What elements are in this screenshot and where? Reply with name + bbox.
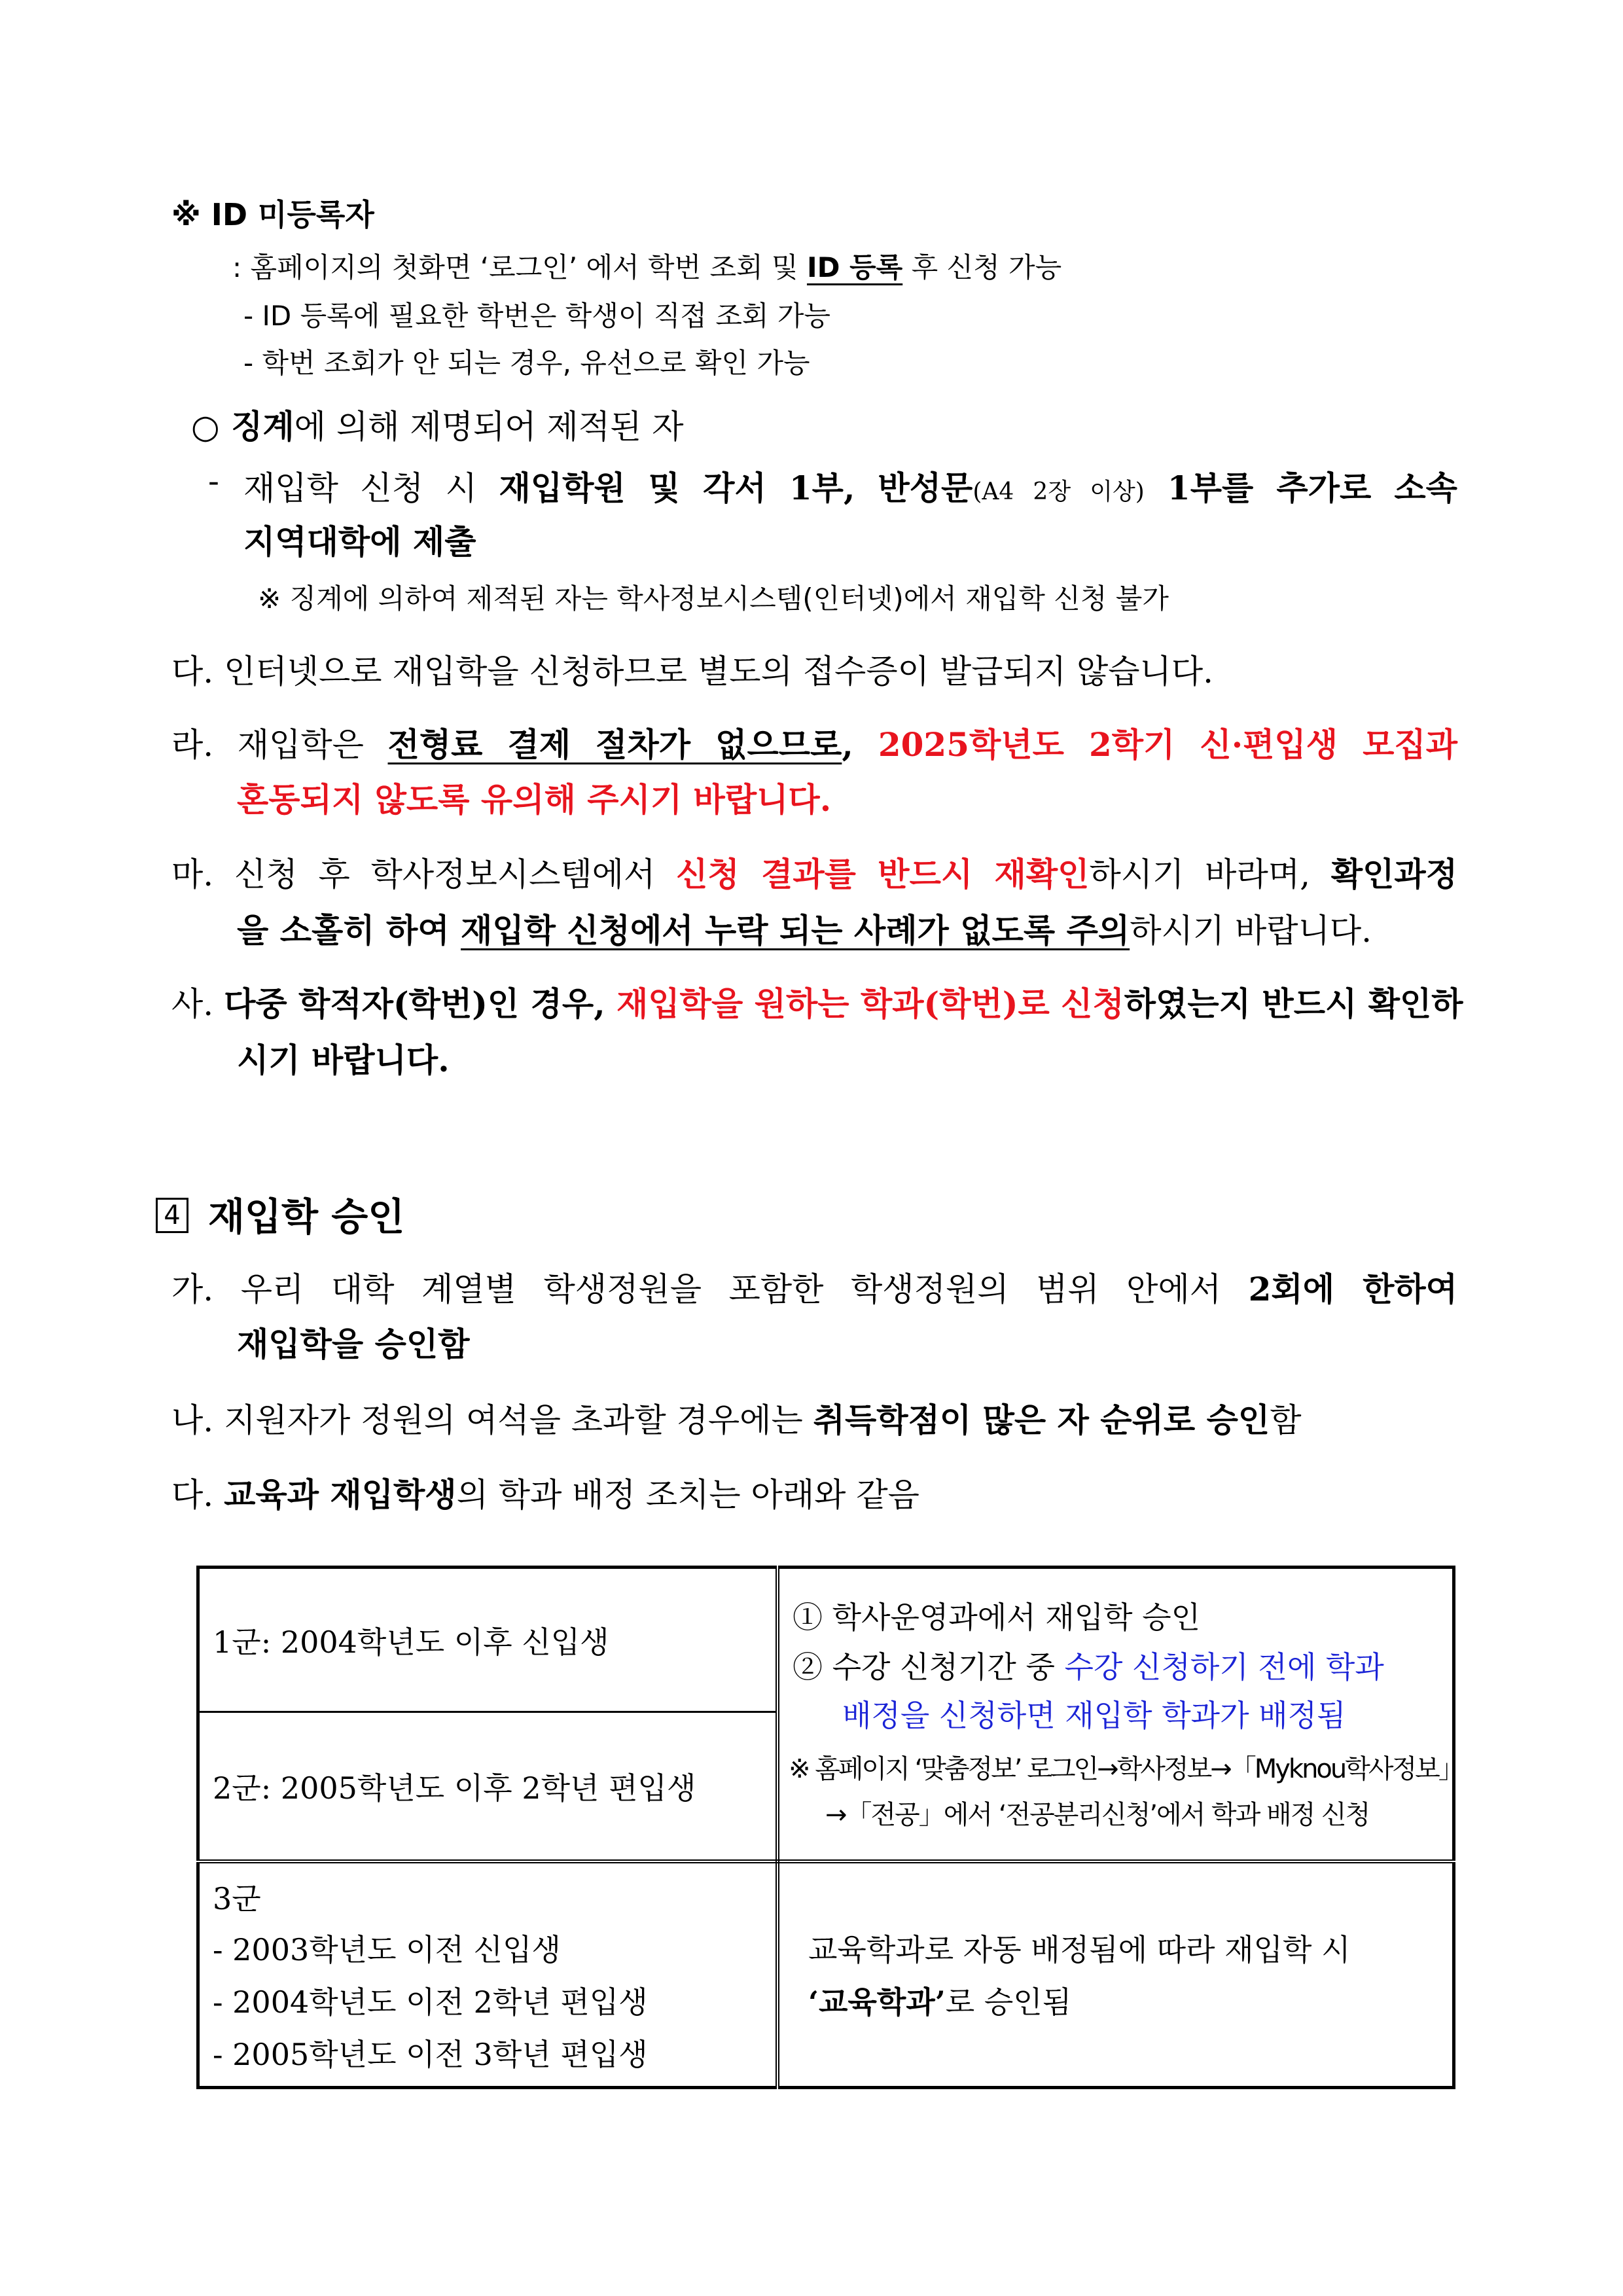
item-da: 다. 인터넷으로 재입학을 신청하므로 별도의 접수증이 발급되지 않습니다.	[171, 653, 1214, 691]
item-ma-e: 을 소홀히 하여	[237, 911, 461, 950]
group3-result-line1: 교육학과로 자동 배정됨에 따라 재입학 시	[808, 1932, 1351, 1967]
discipline-bullet	[191, 401, 684, 448]
id-notice-title: ※ ID 미등록자	[171, 197, 374, 232]
discipline-keyword: 징계	[231, 407, 294, 446]
item-ma-c: 하시기 바라며,	[1089, 855, 1331, 893]
item-ma-check-process: 확인과정	[1330, 855, 1458, 893]
item-sa-a: 다중 학적자(학번)인 경우,	[224, 984, 617, 1023]
item-ma-label: 마.	[171, 855, 235, 893]
id-notice-line3: - 학번 조회가 안 되는 경우, 유선으로 확인 가능	[243, 347, 810, 379]
section4-heading	[156, 1186, 404, 1241]
group1-cell	[200, 1569, 776, 1713]
dept-assignment-table	[196, 1566, 1463, 2089]
id-register-emphasis: ID 등록	[806, 251, 903, 283]
group3-item: - 2005학년도 이전 3학년 편입생	[213, 2037, 648, 2072]
section-number-box: 4	[156, 1198, 188, 1233]
approval-ga-a: 우리 대학 계열별 학생정원을 포함한 학생정원의 범위 안에서	[240, 1270, 1249, 1308]
id-notice-line1-a: : 홈페이지의 첫화면 ‘로그인’ 에서 학번 조회 및	[232, 251, 807, 283]
discipline-dash: -	[208, 462, 219, 500]
discipline-requirement-line2: 지역대학에 제출	[243, 522, 476, 561]
req-page-note: (A4 2장 이상)	[972, 478, 1145, 505]
req-documents: 재입학원 및 각서 1부, 반성문	[499, 469, 973, 507]
procedure-step1: ① 학사운영과에서 재입학 승인	[793, 1600, 1201, 1635]
group3-result-cell	[777, 1861, 1454, 2088]
approval-ga-label: 가.	[171, 1270, 241, 1308]
procedure-step2-a: ② 수강 신청기간 중	[793, 1649, 1065, 1685]
table-row	[198, 1861, 1454, 2088]
approval-ga-line1	[171, 1263, 1457, 1310]
table-row	[198, 1568, 1454, 1862]
item-ra-line1	[171, 719, 1457, 766]
group3-title: 3군	[213, 1881, 261, 1916]
req-submit: 1부를 추가로 소속	[1144, 469, 1457, 507]
id-notice-line1	[232, 246, 1061, 285]
approval-na	[171, 1394, 1302, 1441]
item-ra-warning: 2025학년도 2학기 신·편입생 모집과	[878, 725, 1457, 764]
group1-label: 1군: 2004학년도 이후 신입생	[213, 1624, 609, 1660]
discipline-requirement-line1	[243, 462, 1457, 509]
item-ra-line2: 혼동되지 않도록 유의해 주시기 바랍니다.	[237, 780, 832, 819]
req-a: 재입학 신청 시	[243, 469, 499, 507]
approval-na-a: 지원자가 정원의 여석을 초과할 경우에는	[224, 1401, 813, 1439]
item-ra-no-fee: 전형료 결제 절차가 없으므로	[387, 725, 842, 764]
procedure-note-line2: →「전공」에서 ‘전공분리신청’에서 학과 배정 신청	[825, 1800, 1370, 1830]
approval-ga-limit: 2회에 한하여	[1248, 1270, 1457, 1308]
item-sa-line1	[171, 978, 1463, 1025]
procedure-note-line1: ※ 홈페이지 ‘맞춤정보’ 로그인→학사정보→「Myknou학사정보」	[789, 1754, 1463, 1784]
group2-cell	[200, 1713, 776, 1859]
item-sa-c: 하였는지 반드시 확인하	[1124, 984, 1463, 1023]
item-sa-line2: 시기 바랍니다.	[237, 1041, 450, 1079]
item-sa-apply-dept: 재입학을 원하는 학과(학번)로 신청	[616, 984, 1124, 1023]
group3-result-dept: ‘교육학과’	[808, 1984, 946, 2020]
item-ra-label: 라.	[171, 726, 238, 764]
approval-na-label: 나.	[171, 1401, 224, 1439]
item-ra-comma: ,	[842, 725, 878, 764]
item-ma-g: 하시기 바랍니다.	[1130, 912, 1372, 950]
group3-result-c: 로 승인됨	[945, 1984, 1072, 2020]
item-ra-a: 재입학은	[237, 726, 388, 764]
groups-1-2-procedure-cell	[777, 1568, 1463, 1862]
procedure-step2-line2: 배정을 신청하면 재입학 학과가 배정됨	[842, 1698, 1346, 1733]
group3-result-line2	[808, 1979, 1071, 2022]
discipline-text: 에 의해 제명되어 제적된 자	[294, 408, 684, 446]
procedure-step2-b: 수강 신청하기 전에 학과	[1064, 1649, 1384, 1685]
approval-da-students: 교육과 재입학생	[224, 1475, 457, 1514]
groups-1-2-cell	[198, 1568, 778, 1862]
approval-na-c: 함	[1270, 1401, 1302, 1439]
approval-da-label: 다.	[171, 1476, 224, 1514]
item-ma-line1	[171, 848, 1457, 895]
approval-da	[171, 1469, 919, 1516]
discipline-note: ※ 징계에 의하여 제적된 자는 학사정보시스템(인터넷)에서 재입학 신청 불가	[258, 583, 1169, 615]
approval-na-priority: 취득학점이 많은 자 순위로 승인	[813, 1401, 1270, 1439]
item-ma-caution: 재입학 신청에서 누락 되는 사례가 없도록 주의	[461, 911, 1130, 950]
group3-cell	[198, 1861, 778, 2088]
section4-title: 재입학 승인	[208, 1194, 405, 1239]
group3-item: - 2004학년도 이전 2학년 편입생	[213, 1984, 648, 2020]
procedure-step2-line1	[793, 1643, 1384, 1687]
item-ma-a: 신청 후 학사정보시스템에서	[234, 855, 677, 893]
id-notice-line1-c: 후 신청 가능	[902, 251, 1062, 283]
group2-label: 2군: 2005학년도 이후 2학년 편입생	[213, 1770, 696, 1806]
item-ma-recheck: 신청 결과를 반드시 재확인	[676, 855, 1090, 893]
group3-item: - 2003학년도 이전 신입생	[213, 1932, 561, 1967]
item-ma-line2	[237, 905, 1372, 952]
circle-bullet-icon: ○	[191, 408, 232, 446]
approval-ga-line2: 재입학을 승인함	[237, 1325, 470, 1363]
approval-da-b: 의 학과 배정 조치는 아래와 같음	[456, 1476, 919, 1514]
id-notice-line2: - ID 등록에 필요한 학번은 학생이 직접 조회 가능	[243, 300, 830, 332]
item-sa-label: 사.	[171, 985, 224, 1023]
